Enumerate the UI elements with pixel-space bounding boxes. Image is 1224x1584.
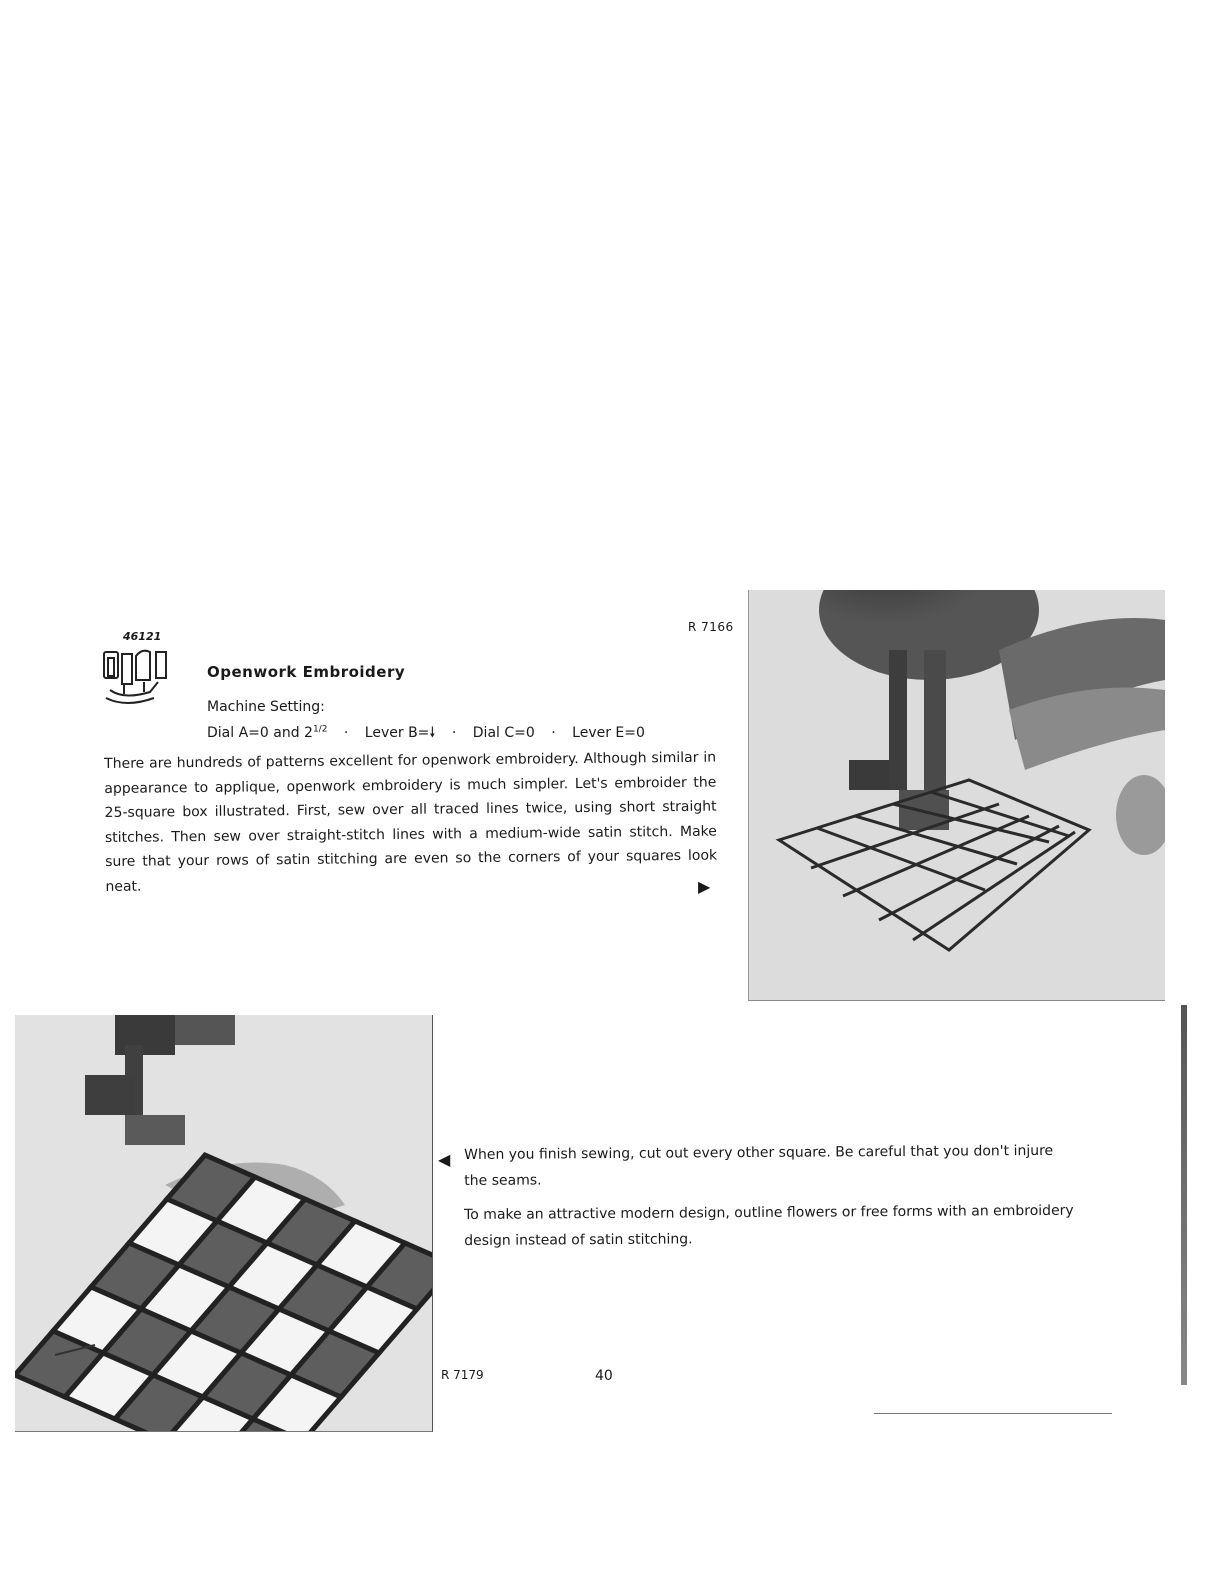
setting-separator: · xyxy=(551,725,556,741)
back-arrow-icon: ◀ xyxy=(438,1150,451,1169)
down-arrow-icon: 🠗 xyxy=(429,725,436,741)
scan-edge xyxy=(1181,1005,1187,1385)
dial-c-setting: Dial C=0 xyxy=(472,725,535,741)
presser-foot-icon xyxy=(100,646,172,710)
setting-separator: · xyxy=(343,725,349,741)
section-title: Openwork Embroidery xyxy=(207,663,406,681)
design-tip: To make an attractive modern design, outline flowers or free forms with an embroidery design instead of satin stitching. xyxy=(464,1202,1074,1249)
photo-cutout-grid xyxy=(15,1015,433,1432)
page-number: 40 xyxy=(595,1368,613,1384)
figure-ref-bottom: R 7179 xyxy=(441,1368,484,1382)
photo-sewing-grid xyxy=(748,590,1165,1001)
lever-b-setting: Lever B=🠗 xyxy=(364,725,436,741)
dial-a-setting: Dial A=0 and $2^{1/2}$ xyxy=(207,724,328,741)
scan-rule xyxy=(874,1413,1112,1414)
instructions-paragraph: There are hundreds of patterns excellent for openwork embroidery. Although similar in appearance to applique, openwork embroidery is much simpler. Let's embroider the 25-square box illustrated. First, sew over all traced lines twice, using short straight stitches. Then sew over straight-stitch lines with a medium-wide satin stitch. Make sure that your rows of satin stitching are even so the corners of your squares look neat. xyxy=(104,749,718,895)
continue-arrow-icon: ▶ xyxy=(698,877,711,896)
part-number: 46121 xyxy=(123,630,162,643)
setting-separator: · xyxy=(451,725,457,741)
cutout-instructions: When you finish sewing, cut out every other square. Be careful that you don't injure the seams. xyxy=(464,1142,1054,1189)
machine-setting-values xyxy=(207,722,645,746)
figure-ref-top: R 7166 xyxy=(688,620,734,634)
machine-setting-label: Machine Setting: xyxy=(207,699,325,715)
lever-e-setting: Lever E=0 xyxy=(572,725,645,741)
